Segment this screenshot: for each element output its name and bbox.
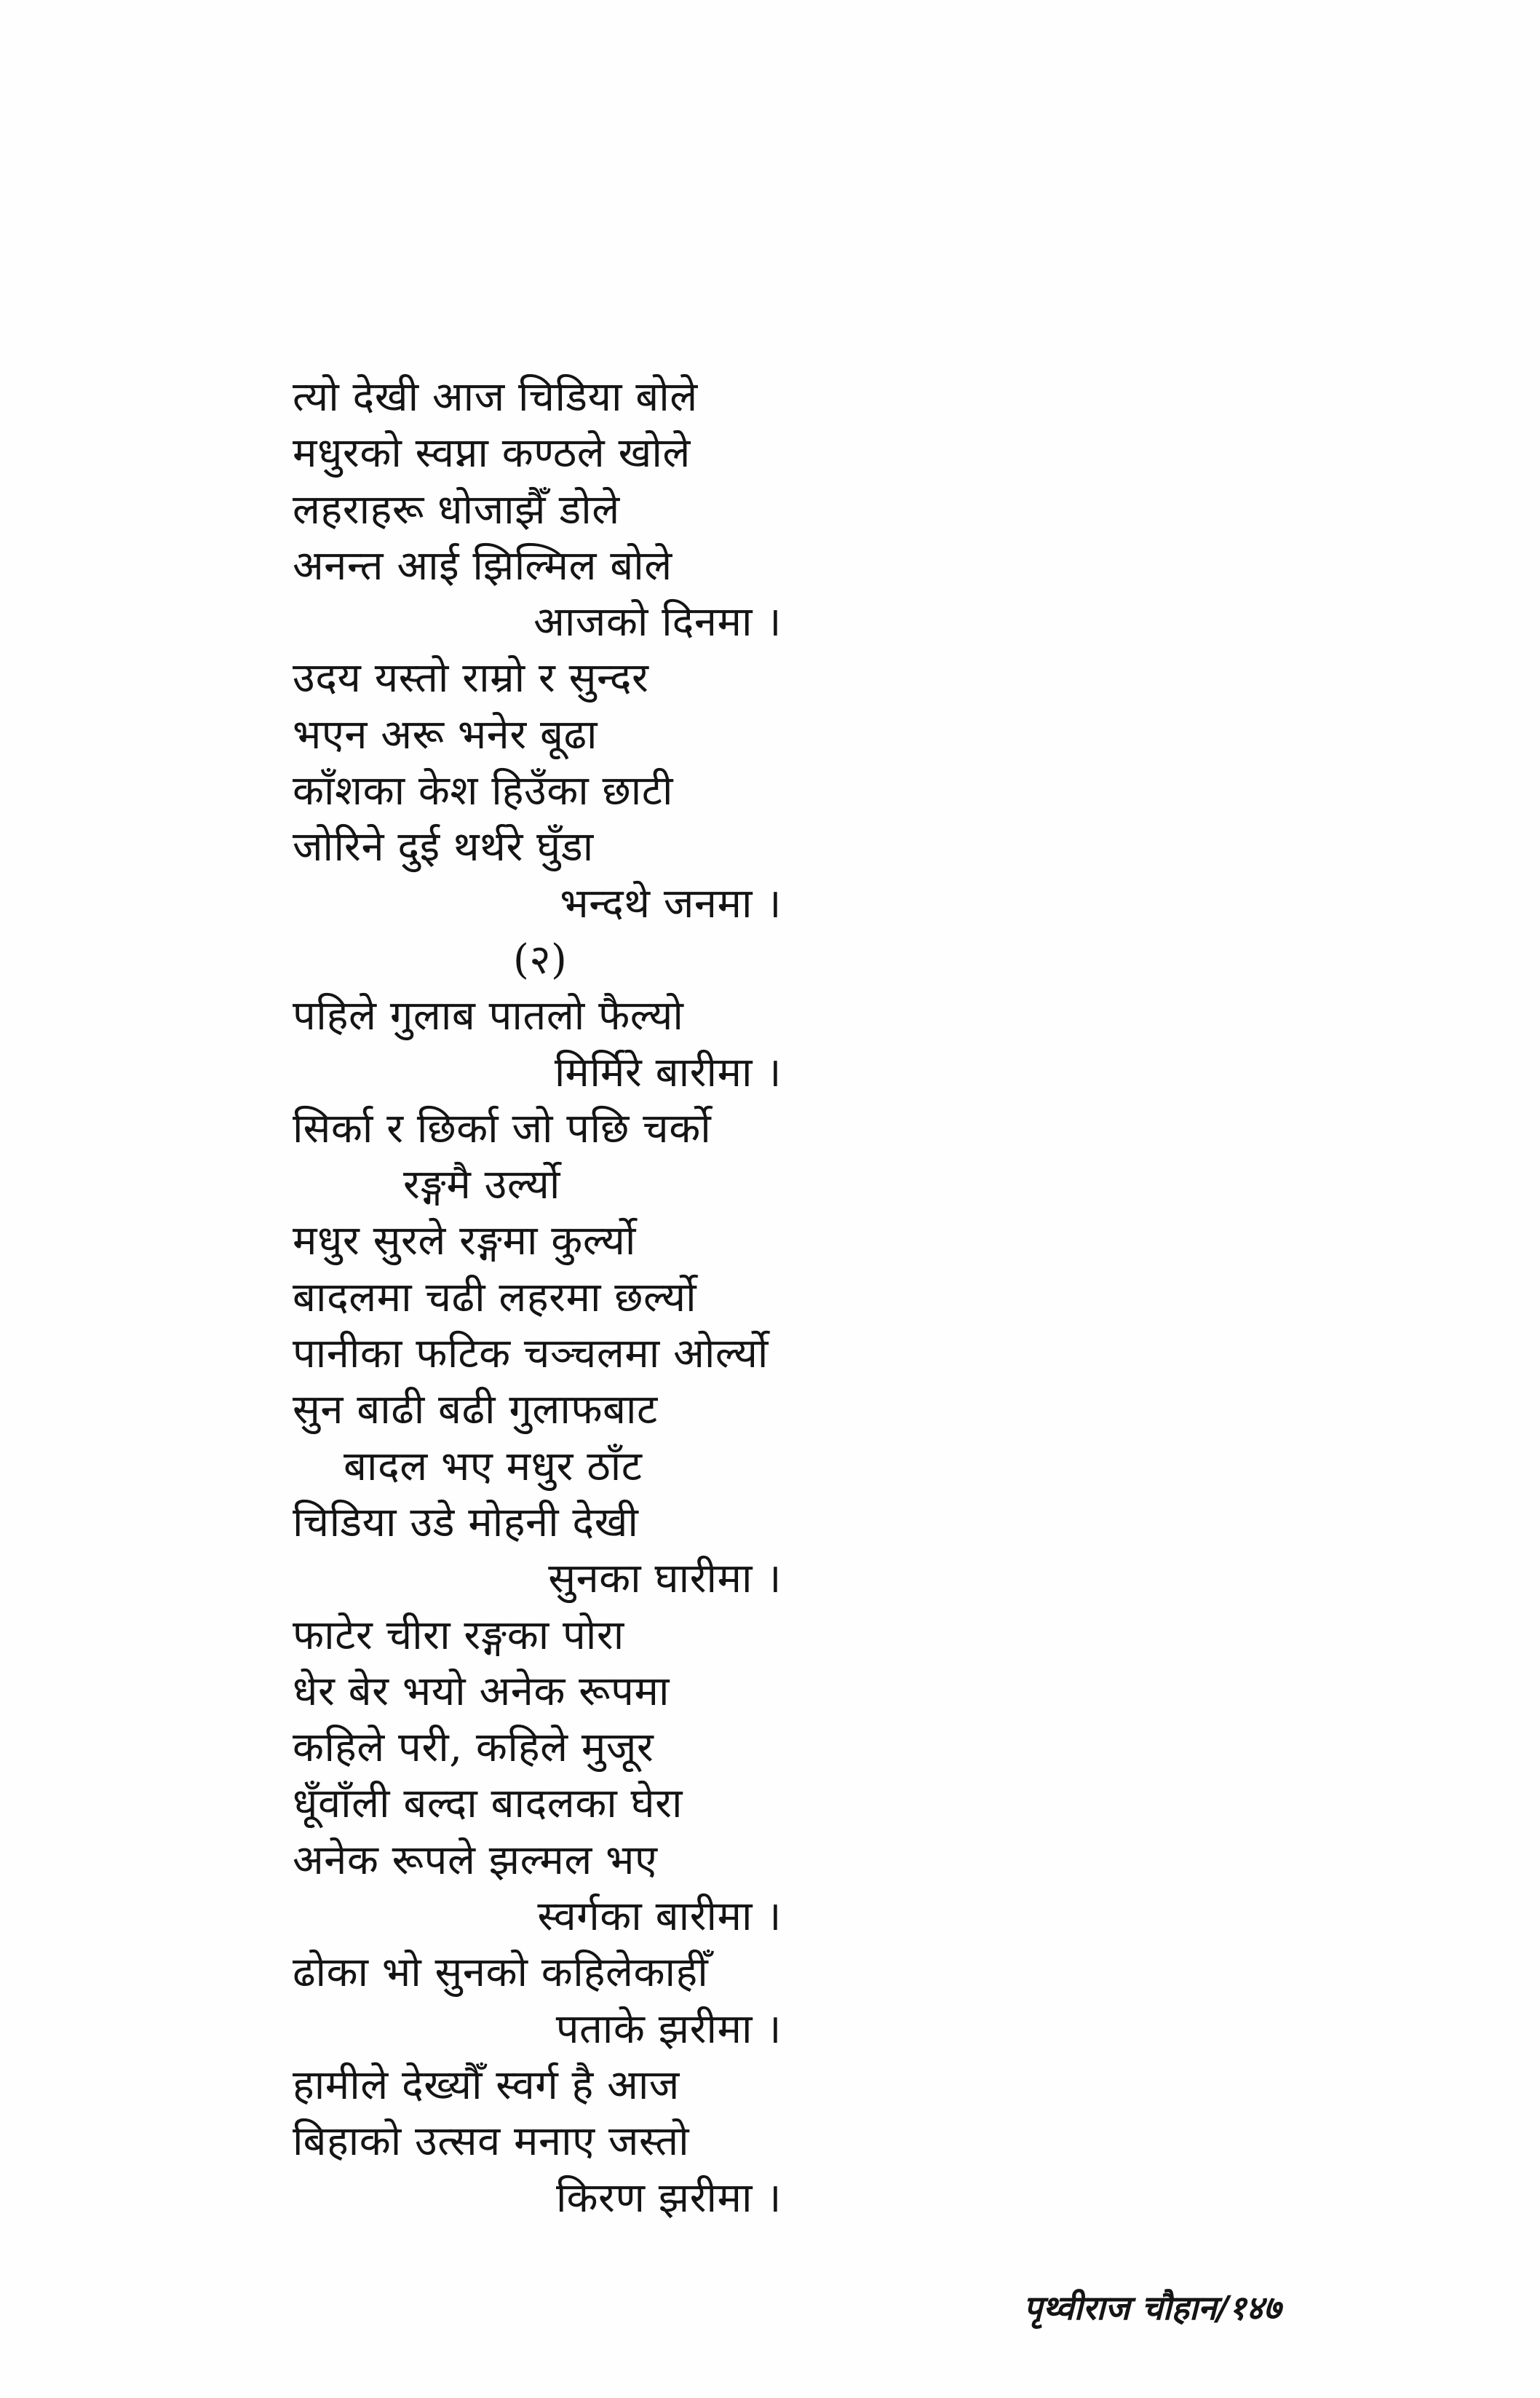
poem-line: मधुर सुरले रङ्गमा कुर्ल्यो xyxy=(293,1217,636,1265)
poem-line: उदय यस्तो राम्रो र सुन्दर xyxy=(293,654,649,703)
book-title: पृथ्वीराज चौहान xyxy=(1023,2288,1217,2327)
poem-indented-line: बादल भए मधुर ठाँट xyxy=(344,1442,643,1490)
poem-line: अनन्त आई झिल्मिल बोले xyxy=(293,542,672,590)
poem-line: ढोका भो सुनको कहिलेकाहीँ xyxy=(293,1949,709,1997)
poem-refrain-line: पताके झरीमा । xyxy=(555,2005,782,2053)
poem-line: चिडिया उडे मोहनी देखी xyxy=(293,1498,639,1546)
poem-line: सुन बाढी बढी गुलाफबाट xyxy=(293,1386,658,1434)
poem-line: सिर्का र छिर्का जो पछि चर्को xyxy=(293,1104,712,1152)
poem-indented-line: रङ्गमै उर्ल्यो xyxy=(403,1161,560,1209)
poem-line: कहिले परी, कहिले मुजूर xyxy=(293,1724,654,1772)
poem-body xyxy=(293,369,782,2226)
footer-separator: / xyxy=(1216,2288,1229,2327)
poem-refrain-line: भन्दथे जनमा । xyxy=(560,879,782,927)
poem-line: जोरिने दुई थर्थरे घुँडा xyxy=(293,823,594,871)
poem-line: पानीका फटिक चञ्चलमा ओर्ल्यो xyxy=(293,1330,769,1378)
poem-line: लहराहरू धोजाझैँ डोले xyxy=(293,486,620,534)
poem-line: हामीले देख्यौँ स्वर्ग है आज xyxy=(293,2061,680,2109)
poem-line: काँशका केश हिउँका छाटी xyxy=(293,767,674,815)
page-number: १४७ xyxy=(1229,2288,1281,2327)
poem-line: धूँवाँली बल्दा बादलका घेरा xyxy=(293,1780,683,1828)
poem-refrain-line: मिर्मिरे बारीमा । xyxy=(554,1048,782,1096)
poem-line: पहिले गुलाब पातलो फैल्यो xyxy=(293,992,684,1040)
poem-refrain-line: किरण झरीमा । xyxy=(556,2174,782,2222)
poem-line: मधुरको स्वप्ना कण्ठले खोले xyxy=(293,430,691,478)
poem-line: त्यो देखी आज चिडिया बोले xyxy=(293,373,698,421)
poem-refrain-line: सुनका घारीमा । xyxy=(548,1555,782,1603)
poem-line: बिहाको उत्सव मनाए जस्तो xyxy=(293,2118,690,2166)
poem-line: भएन अरू भनेर बूढा xyxy=(293,711,598,759)
poem-line: अनेक रूपले झल्मल भए xyxy=(293,1836,658,1884)
poem-refrain-line: स्वर्गका बारीमा । xyxy=(537,1893,782,1941)
poem-line: बादलमा चढी लहरमा छर्ल्यो xyxy=(293,1273,697,1321)
poem-refrain-line: आजको दिनमा । xyxy=(533,598,782,646)
section-number: (२) xyxy=(513,935,568,984)
poem-line: धेर बेर भयो अनेक रूपमा xyxy=(293,1667,670,1715)
poem-line: फाटेर चीरा रङ्गका पोरा xyxy=(293,1611,624,1659)
running-footer xyxy=(1023,2284,1281,2331)
